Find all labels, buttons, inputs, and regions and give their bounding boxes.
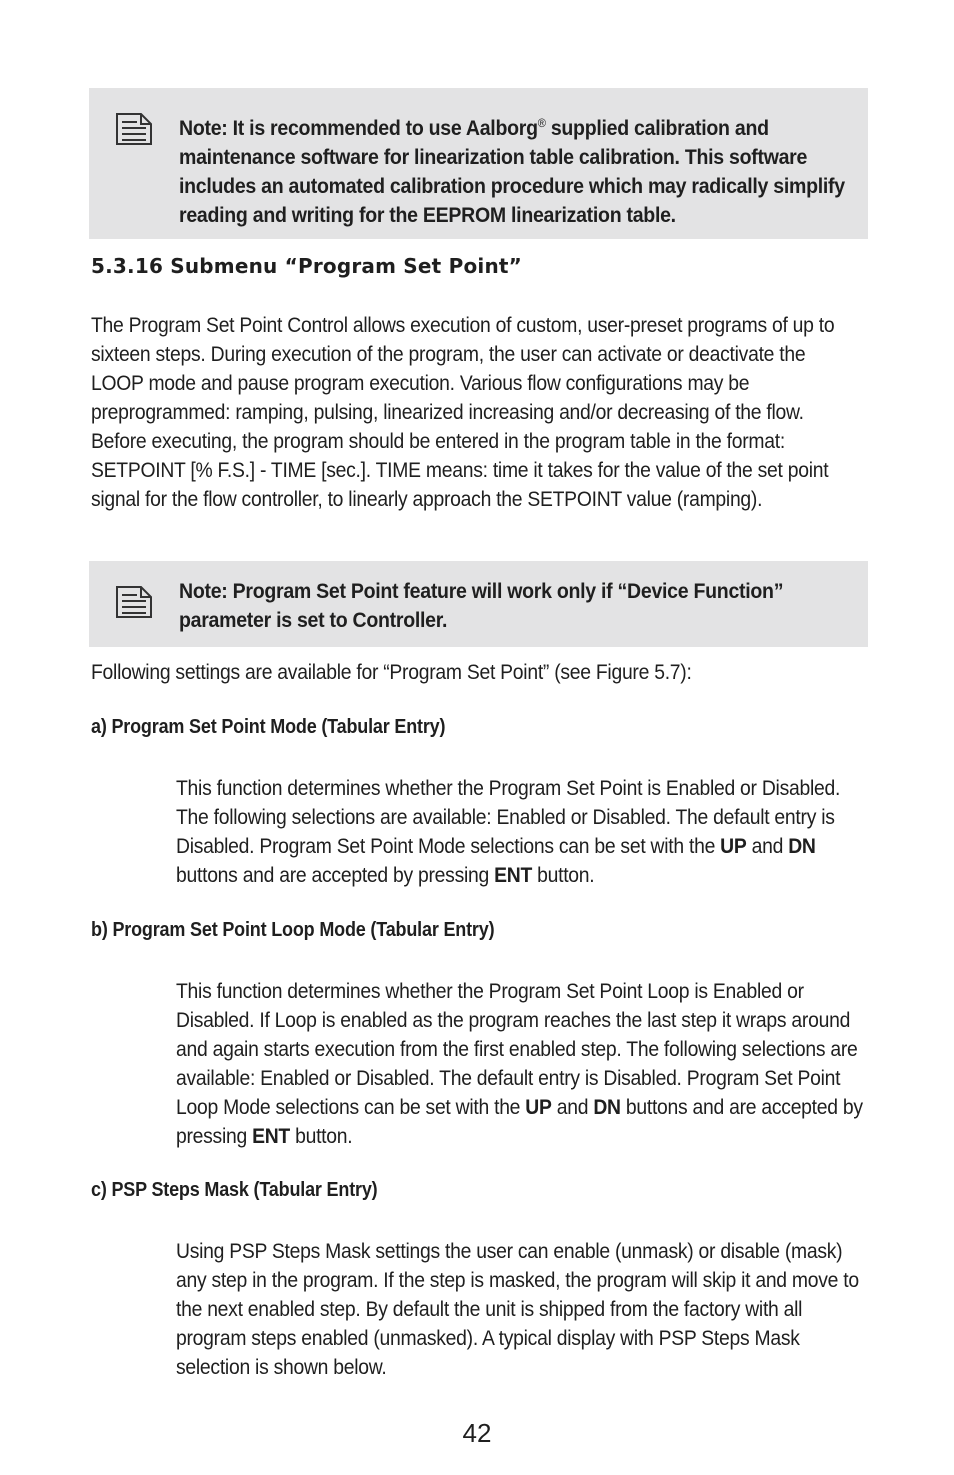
- paragraph-psp-steps-mask: Using PSP Steps Mask settings the user can enable (unmask) or disable (mask) any step in the program. If the step is masked, the program will skip it and move to the next enabled step. By default the unit is shipped from the factory with all program steps enabled (unmasked). A typical display with PSP Steps Mask selection is shown below.: [176, 1239, 859, 1379]
- heading-program-set-point-mode: a) Program Set Point Mode (Tabular Entry): [91, 716, 446, 738]
- note-icon: [115, 585, 153, 619]
- note-box-calibration: [89, 88, 868, 239]
- paragraph-program-set-point-loop-mode: This function determines whether the Program Set Point Loop is Enabled or Disabled. If Loop is enabled as the program reaches the last step it wraps around and again starts execution from the first enabled step. The following selections are available: Enabled or Disabled. The default entry is Disabled. Program Set Point Loop Mode selections can be set with the UP and DN buttons and are accepted by pressing ENT button.: [176, 979, 863, 1148]
- intro-paragraph: The Program Set Point Control allows execution of custom, user-preset programs of up to sixteen steps. During execution of the program, the user can activate or deactivate the LOOP mode and pause program execution. Various flow configurations may be preprogrammed: ramping, pulsing, linearized increasing and/or decreasing of the flow. Before executing, the program should be entered in the program table in the format: SETPOINT [% F.S.] - TIME [sec.]. TIME means: time it takes for the value of the set point signal for the flow controller, to linearly approach the SETPOINT value (ramping).: [91, 313, 835, 511]
- heading-program-set-point-loop-mode: b) Program Set Point Loop Mode (Tabular Entry): [91, 919, 495, 941]
- section-title: 5.3.16 Submenu “Program Set Point”: [91, 254, 522, 278]
- note-text: Note: Program Set Point feature will work only if “Device Function” parameter is set to Controller.: [179, 580, 784, 632]
- page-number: 42: [462, 1418, 492, 1448]
- note-box-device-function: [89, 561, 868, 647]
- following-text: Following settings are available for “Program Set Point” (see Figure 5.7):: [91, 660, 692, 684]
- paragraph-program-set-point-mode: This function determines whether the Program Set Point is Enabled or Disabled. The following selections are available: Enabled or Disabled. The default entry is Disabled. Program Set Point Mode selections can be set with the UP and DN buttons and are accepted by pressing ENT button.: [176, 776, 841, 887]
- heading-psp-steps-mask: c) PSP Steps Mask (Tabular Entry): [91, 1179, 378, 1201]
- note-text: Note: It is recommended to use Aalborg® supplied calibration and maintenance software for linearization table calibration. This software includes an automated calibration procedure which may radically simplify reading and writing for the EEPROM linearization table.: [179, 116, 845, 227]
- note-icon: [115, 112, 153, 146]
